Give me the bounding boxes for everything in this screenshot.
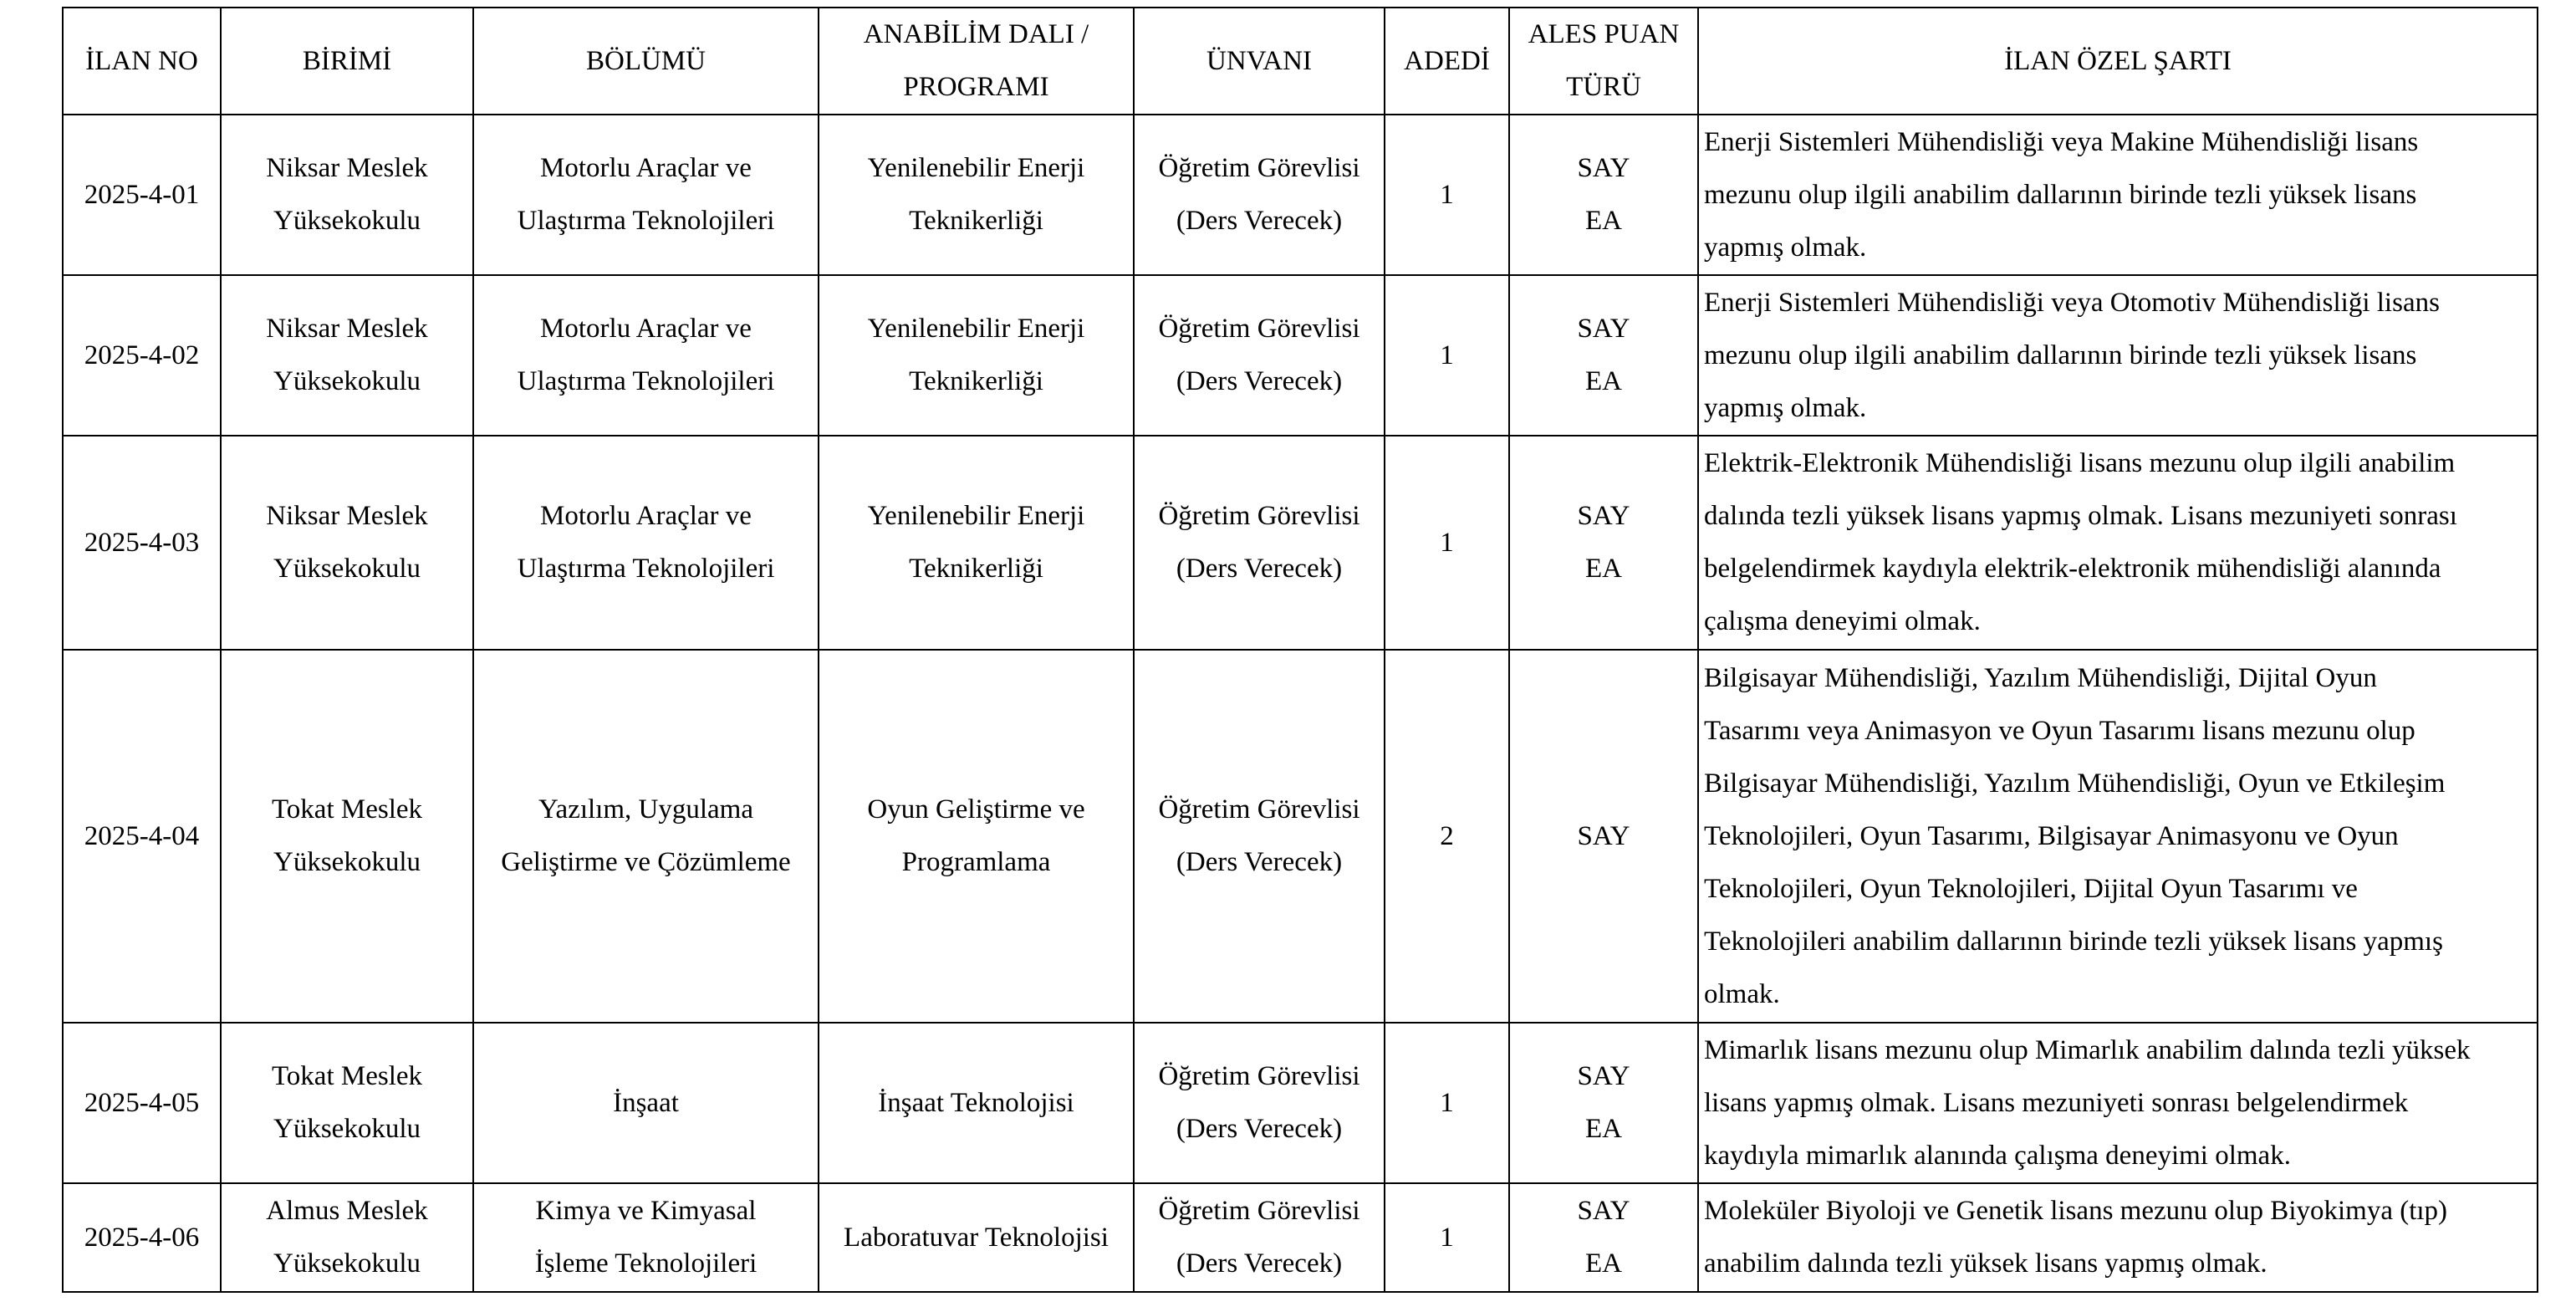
header-ilan-ozel-sarti: İLAN ÖZEL ŞARTI — [1698, 8, 2538, 115]
cell-ilan-no: 2025-4-01 — [63, 115, 221, 275]
cell-birimi: Niksar Meslek Yüksekokulu — [221, 436, 473, 650]
cell-ales: SAY EA — [1509, 1023, 1698, 1183]
cell-unvani: Öğretim Görevlisi (Ders Verecek) — [1134, 436, 1385, 650]
cell-bolumu: Motorlu Araçlar ve Ulaştırma Teknolojileri — [473, 115, 819, 275]
cell-program: Yenilenebilir Enerji Teknikerliği — [819, 275, 1134, 436]
cell-ozel-sart: Bilgisayar Mühendisliği, Yazılım Mühendisliği, Dijital Oyun Tasarımı veya Animasyon ve Oyun Tasarımı lisans mezunu olup Bilgisayar Mühendisliği, Yazılım Mühendisliği, Oyun ve Etkileşim Teknolojileri, Oyun Tasarımı, Bilgisayar Animasyonu ve Oyun Teknolojileri, Oyun Teknolojileri, Dijital Oyun Tasarımı ve Teknolojileri anabilim dallarının birinde tezli yüksek lisans yapmış olmak. — [1698, 650, 2538, 1023]
cell-bolumu: Motorlu Araçlar ve Ulaştırma Teknolojileri — [473, 275, 819, 436]
header-row — [63, 8, 2538, 115]
table-row — [63, 650, 2538, 1023]
cell-ales: SAY EA — [1509, 436, 1698, 650]
table-body — [63, 115, 2538, 1292]
cell-ales: SAY EA — [1509, 275, 1698, 436]
cell-ales: SAY EA — [1509, 1183, 1698, 1292]
cell-birimi: Tokat Meslek Yüksekokulu — [221, 650, 473, 1023]
cell-unvani: Öğretim Görevlisi (Ders Verecek) — [1134, 115, 1385, 275]
cell-ilan-no: 2025-4-04 — [63, 650, 221, 1023]
cell-program: Yenilenebilir Enerji Teknikerliği — [819, 436, 1134, 650]
cell-bolumu: İnşaat — [473, 1023, 819, 1183]
cell-bolumu: Motorlu Araçlar ve Ulaştırma Teknolojileri — [473, 436, 819, 650]
cell-program: Yenilenebilir Enerji Teknikerliği — [819, 115, 1134, 275]
header-bolumu: BÖLÜMÜ — [473, 8, 819, 115]
cell-birimi: Niksar Meslek Yüksekokulu — [221, 275, 473, 436]
table-row — [63, 1183, 2538, 1292]
table-row — [63, 436, 2538, 650]
header-ilan-no: İLAN NO — [63, 8, 221, 115]
cell-ilan-no: 2025-4-02 — [63, 275, 221, 436]
cell-program: İnşaat Teknolojisi — [819, 1023, 1134, 1183]
cell-birimi: Tokat Meslek Yüksekokulu — [221, 1023, 473, 1183]
cell-unvani: Öğretim Görevlisi (Ders Verecek) — [1134, 1183, 1385, 1292]
announcement-page — [62, 7, 2537, 1293]
cell-adedi: 1 — [1385, 275, 1509, 436]
table-row — [63, 115, 2538, 275]
cell-ilan-no: 2025-4-06 — [63, 1183, 221, 1292]
cell-ilan-no: 2025-4-03 — [63, 436, 221, 650]
table-row — [63, 1023, 2538, 1183]
header-adedi: ADEDİ — [1385, 8, 1509, 115]
job-announcement-table — [62, 7, 2538, 1293]
cell-birimi: Niksar Meslek Yüksekokulu — [221, 115, 473, 275]
cell-ales: SAY EA — [1509, 115, 1698, 275]
cell-unvani: Öğretim Görevlisi (Ders Verecek) — [1134, 1023, 1385, 1183]
cell-adedi: 1 — [1385, 115, 1509, 275]
cell-ilan-no: 2025-4-05 — [63, 1023, 221, 1183]
cell-ozel-sart: Enerji Sistemleri Mühendisliği veya Makine Mühendisliği lisans mezunu olup ilgili anabilim dallarının birinde tezli yüksek lisans yapmış olmak. — [1698, 115, 2538, 275]
cell-unvani: Öğretim Görevlisi (Ders Verecek) — [1134, 275, 1385, 436]
table-header — [63, 8, 2538, 115]
cell-adedi: 1 — [1385, 1183, 1509, 1292]
cell-program: Laboratuvar Teknolojisi — [819, 1183, 1134, 1292]
cell-adedi: 2 — [1385, 650, 1509, 1023]
cell-adedi: 1 — [1385, 1023, 1509, 1183]
header-anabilim-dali: ANABİLİM DALI / PROGRAMI — [819, 8, 1134, 115]
cell-ozel-sart: Enerji Sistemleri Mühendisliği veya Otomotiv Mühendisliği lisans mezunu olup ilgili anabilim dallarının birinde tezli yüksek lisans yapmış olmak. — [1698, 275, 2538, 436]
header-unvani: ÜNVANI — [1134, 8, 1385, 115]
cell-unvani: Öğretim Görevlisi (Ders Verecek) — [1134, 650, 1385, 1023]
cell-adedi: 1 — [1385, 436, 1509, 650]
cell-ozel-sart: Moleküler Biyoloji ve Genetik lisans mezunu olup Biyokimya (tıp) anabilim dalında tezli yüksek lisans yapmış olmak. — [1698, 1183, 2538, 1292]
header-birimi: BİRİMİ — [221, 8, 473, 115]
header-ales-puan-turu: ALES PUAN TÜRÜ — [1509, 8, 1698, 115]
cell-bolumu: Yazılım, Uygulama Geliştirme ve Çözümleme — [473, 650, 819, 1023]
cell-bolumu: Kimya ve Kimyasal İşleme Teknolojileri — [473, 1183, 819, 1292]
table-row — [63, 275, 2538, 436]
cell-ozel-sart: Mimarlık lisans mezunu olup Mimarlık anabilim dalında tezli yüksek lisans yapmış olmak. Lisans mezuniyeti sonrası belgelendirmek kaydıyla mimarlık alanında çalışma deneyimi olmak. — [1698, 1023, 2538, 1183]
cell-birimi: Almus Meslek Yüksekokulu — [221, 1183, 473, 1292]
cell-ales: SAY — [1509, 650, 1698, 1023]
cell-ozel-sart: Elektrik-Elektronik Mühendisliği lisans mezunu olup ilgili anabilim dalında tezli yüksek lisans yapmış olmak. Lisans mezuniyeti sonrası belgelendirmek kaydıyla elektrik-elektronik mühendisliği alanında çalışma deneyimi olmak. — [1698, 436, 2538, 650]
cell-program: Oyun Geliştirme ve Programlama — [819, 650, 1134, 1023]
